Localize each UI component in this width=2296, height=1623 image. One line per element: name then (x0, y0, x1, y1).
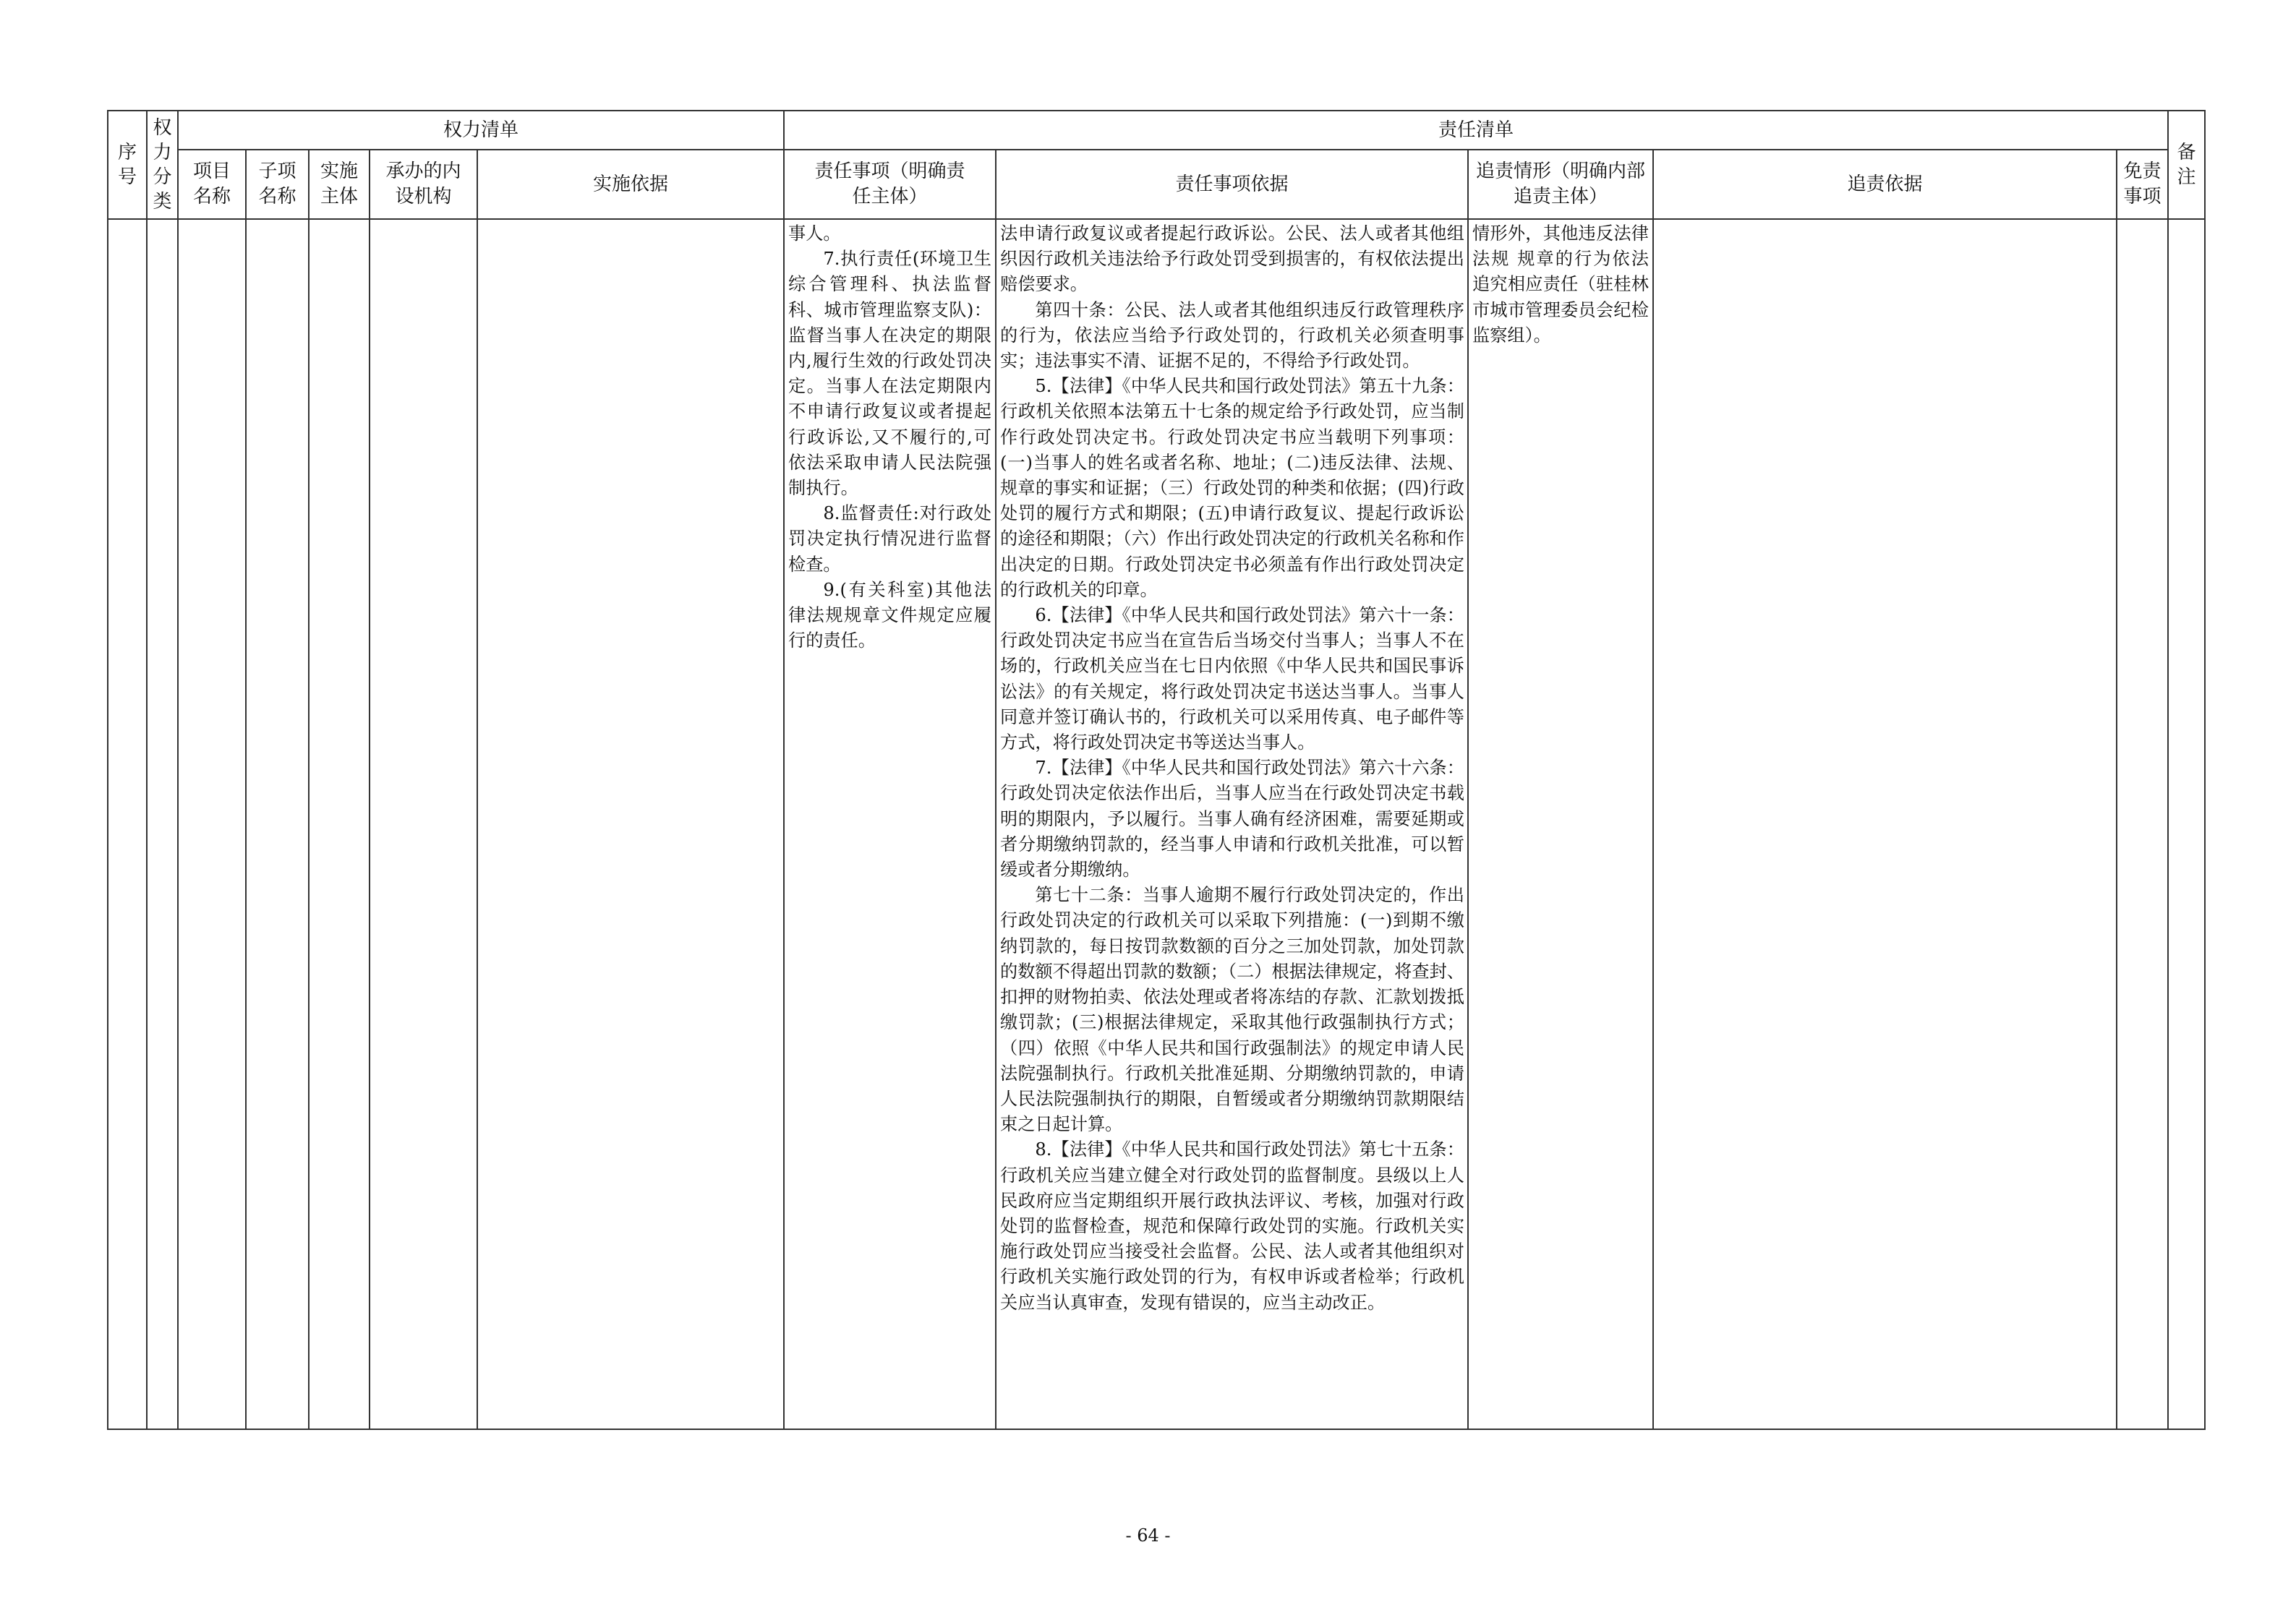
paragraph: 9.(有关科室)其他法律法规规章文件规定应履行的责任。 (788, 579, 991, 651)
header-resp-items: 责任事项（明确责任主体） (784, 150, 996, 219)
header-accountability: 追责情形（明确内部追责主体） (1468, 150, 1653, 219)
cell-dept (370, 219, 477, 1429)
resp-basis-text (997, 220, 1467, 1316)
responsibility-table-sheet (107, 110, 2196, 1430)
header-group-row (108, 111, 2205, 150)
paragraph: 6.【法律】《中华人民共和国行政处罚法》第六十一条：行政处罚决定书应当在宣告后当场交付当事人；当事人不在场的，行政机关应当在七日内依照《中华人民共和国民事诉讼法》的有关规定，将行政处罚决定书送达当事人。当事人同意并签订确认书的，行政机关可以采用传真、电子邮件等方式，将行政处罚决定书等送达当事人。 (1000, 605, 1464, 753)
header-power-category: 权力分类 (147, 111, 178, 219)
table-row (108, 219, 2205, 1429)
header-column-row (108, 150, 2205, 219)
cell-accountability-basis (1653, 219, 2117, 1429)
header-basis: 实施依据 (477, 150, 784, 219)
cell-seq (108, 219, 147, 1429)
header-accountability-basis: 追责依据 (1653, 150, 2117, 219)
header-responsibility-list: 责任清单 (784, 111, 2168, 150)
paragraph: 事人。 (788, 223, 841, 244)
cell-exemptions (2117, 219, 2168, 1429)
cell-resp-items (784, 219, 996, 1429)
paragraph: 8.监督责任:对行政处罚决定执行情况进行监督检查。 (788, 503, 991, 575)
header-seq: 序号 (108, 111, 147, 219)
header-power-list: 权力清单 (178, 111, 784, 150)
header-sub-item-name: 子项名称 (246, 150, 309, 219)
header-exemptions: 免责事项 (2117, 150, 2168, 219)
paragraph: 情形外，其他违反法律法规 规章的行为依法追究相应责任（驻桂林市城市管理委员会纪检监察组）。 (1472, 223, 1649, 346)
resp-items-text (785, 220, 995, 654)
paragraph: 8.【法律】《中华人民共和国行政处罚法》第七十五条：行政机关应当建立健全对行政处罚的监督制度。县级以上人民政府应当定期组织开展行政执法评议、考核，加强对行政处罚的监督检查，规范和保障行政处罚的实施。行政机关实施行政处罚应当接受社会监督。公民、法人或者其他组织对行政机关实施行政处罚的行为，有权申诉或者检举；行政机关应当认真审查，发现有错误的，应当主动改正。 (1000, 1139, 1464, 1313)
paragraph: 7.执行责任(环境卫生综合管理科、执法监督科、城市管理监察支队)：监督当事人在决定的期限内,履行生效的行政处罚决定。当事人在法定期限内不申请行政复议或者提起行政诉讼,又不履行的,可依法采取申请人民法院强制执行。 (788, 249, 991, 499)
paragraph: 第七十二条：当事人逾期不履行行政处罚决定的，作出行政处罚决定的行政机关可以采取下列措施：(一)到期不缴纳罚款的，每日按罚款数额的百分之三加处罚款，加处罚款的数额不得超出罚款的数额；（二）根据法律规定，将查封、扣押的财物拍卖、依法处理或者将冻结的存款、汇款划拨抵缴罚款；(三)根据法律规定，采取其他行政强制执行方式；（四）依照《中华人民共和国行政强制法》的规定申请人民法院强制执行。行政机关批准延期、分期缴纳罚款的，申请人民法院强制执行的期限，自暂缓或者分期缴纳罚款期限结束之日起计算。 (1000, 885, 1464, 1135)
accountability-text (1469, 220, 1652, 348)
header-implementing-body: 实施主体 (309, 150, 370, 219)
cell-sub-item (246, 219, 309, 1429)
paragraph: 第四十条：公民、法人或者其他组织违反行政管理秩序的行为，依法应当给予行政处罚的，行政机关必须查明事实；违法事实不清、证据不足的，不得给予行政处罚。 (1000, 299, 1464, 372)
cell-body (309, 219, 370, 1429)
paragraph: 法申请行政复议或者提起行政诉讼。公民、法人或者其他组织因行政机关违法给予行政处罚受到损害的，有权依法提出赔偿要求。 (1000, 223, 1464, 295)
header-internal-dept: 承办的内设机构 (370, 150, 477, 219)
paragraph: 7.【法律】《中华人民共和国行政处罚法》第六十六条：行政处罚决定依法作出后，当事人应当在行政处罚决定书载明的期限内，予以履行。当事人确有经济困难，需要延期或者分期缴纳罚款的，经当事人申请和行政机关批准，可以暂缓或者分期缴纳。 (1000, 758, 1464, 881)
header-item-name: 项目名称 (178, 150, 246, 219)
cell-accountability (1468, 219, 1653, 1429)
paragraph: 5.【法律】《中华人民共和国行政处罚法》第五十九条：行政机关依照本法第五十七条的规定给予行政处罚，应当制作行政处罚决定书。行政处罚决定书应当载明下列事项：(一)当事人的姓名或者名称、地址；(二)违反法律、法规、规章的事实和证据；（三）行政处罚的种类和依据；(四)行政处罚的履行方式和期限；(五)申请行政复议、提起行政诉讼的途径和期限；（六）作出行政处罚决定的行政机关名称和作出决定的日期。行政处罚决定书必须盖有作出行政处罚决定的行政机关的印章。 (1000, 376, 1464, 600)
header-remarks: 备注 (2168, 111, 2205, 219)
cell-resp-basis (996, 219, 1468, 1429)
page-number: - 64 - (1125, 1525, 1171, 1546)
cell-remarks (2168, 219, 2205, 1429)
cell-category (147, 219, 178, 1429)
cell-item-name (178, 219, 246, 1429)
cell-basis (477, 219, 784, 1429)
power-responsibility-table (107, 110, 2206, 1430)
header-resp-basis: 责任事项依据 (996, 150, 1468, 219)
